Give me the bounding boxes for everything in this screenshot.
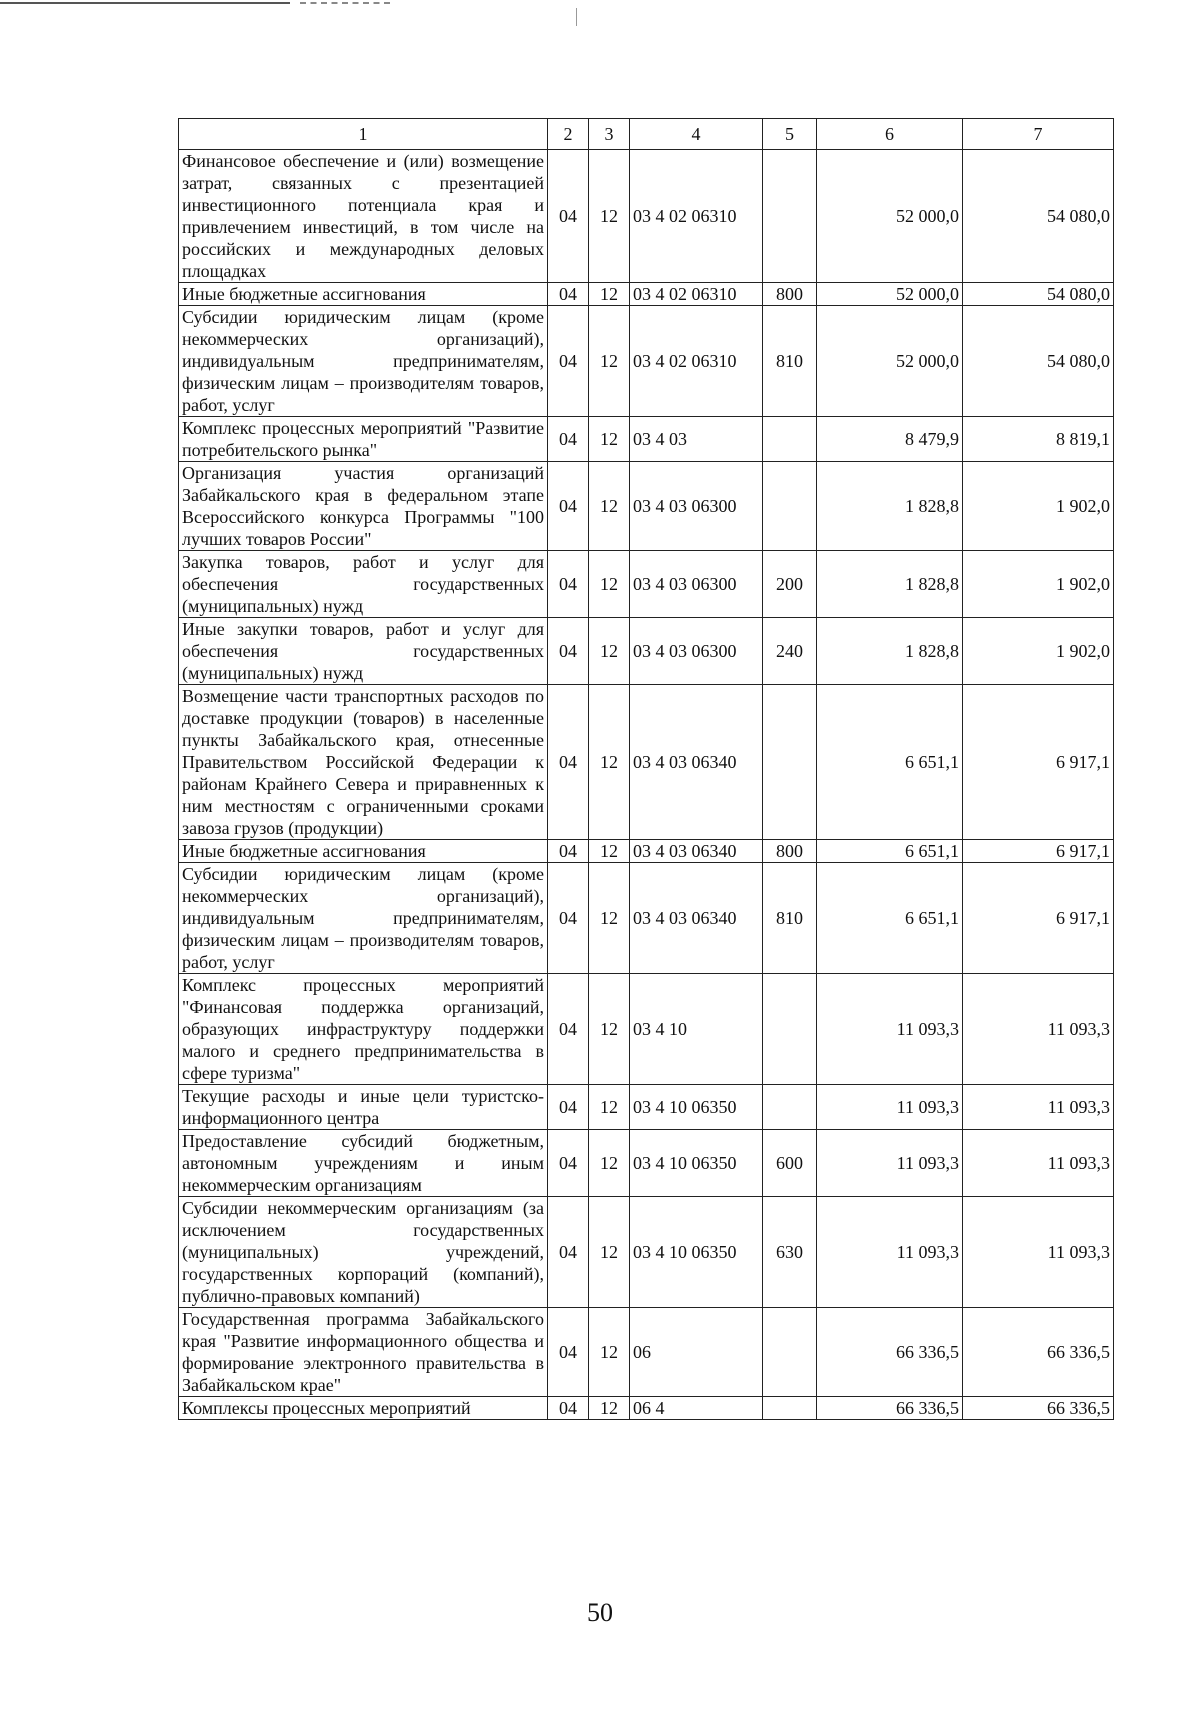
page-number: 50: [587, 1598, 613, 1627]
section-code: 04: [548, 1085, 589, 1130]
budget-table: [178, 118, 1114, 1420]
table-row: [179, 283, 1114, 306]
section-code: 04: [548, 1397, 589, 1420]
item-name: Иные бюджетные ассигнования: [179, 283, 548, 306]
amount-year-2: 6 917,1: [963, 840, 1114, 863]
amount-year-1: 8 479,9: [817, 417, 963, 462]
col-header-2: 2: [548, 119, 589, 150]
subsection-code: 12: [589, 840, 630, 863]
expense-type-code: 600: [763, 1130, 817, 1197]
subsection-code: 12: [589, 1085, 630, 1130]
table-row: [179, 1130, 1114, 1197]
col-header-1: 1: [179, 119, 548, 150]
scan-mark: [576, 8, 577, 26]
item-name: Иные закупки товаров, работ и услуг для обеспечения государственных (муниципальных) нужд: [179, 618, 548, 685]
scan-edge-line: [0, 2, 290, 4]
amount-year-1: 6 651,1: [817, 685, 963, 840]
col-header-6: 6: [817, 119, 963, 150]
subsection-code: 12: [589, 618, 630, 685]
target-article-code: 03 4 02 06310: [630, 306, 763, 417]
subsection-code: 12: [589, 863, 630, 974]
expense-type-code: [763, 1308, 817, 1397]
amount-year-2: 8 819,1: [963, 417, 1114, 462]
expense-type-code: 800: [763, 840, 817, 863]
amount-year-1: 1 828,8: [817, 462, 963, 551]
amount-year-2: 1 902,0: [963, 618, 1114, 685]
section-code: 04: [548, 283, 589, 306]
item-name: Организация участия организаций Забайкальского края в федеральном этапе Всероссийского конкурса Программы "100 лучших товаров России": [179, 462, 548, 551]
expense-type-code: 810: [763, 863, 817, 974]
scan-edge-dash: [300, 2, 390, 4]
target-article-code: 03 4 02 06310: [630, 283, 763, 306]
expense-type-code: [763, 417, 817, 462]
target-article-code: 03 4 03 06300: [630, 551, 763, 618]
section-code: 04: [548, 462, 589, 551]
amount-year-2: 1 902,0: [963, 462, 1114, 551]
amount-year-2: 11 093,3: [963, 1085, 1114, 1130]
section-code: 04: [548, 1197, 589, 1308]
section-code: 04: [548, 618, 589, 685]
subsection-code: 12: [589, 1308, 630, 1397]
subsection-code: 12: [589, 974, 630, 1085]
amount-year-2: 66 336,5: [963, 1308, 1114, 1397]
section-code: 04: [548, 306, 589, 417]
target-article-code: 03 4 02 06310: [630, 150, 763, 283]
expense-type-code: [763, 685, 817, 840]
target-article-code: 03 4 03 06340: [630, 685, 763, 840]
subsection-code: 12: [589, 417, 630, 462]
amount-year-2: 54 080,0: [963, 306, 1114, 417]
expense-type-code: 200: [763, 551, 817, 618]
expense-type-code: [763, 462, 817, 551]
item-name: Субсидии некоммерческим организациям (за исключением государственных (муниципальных) учреждений, государственных корпораций (компаний), публично-правовых компаний): [179, 1197, 548, 1308]
target-article-code: 06: [630, 1308, 763, 1397]
amount-year-2: 66 336,5: [963, 1397, 1114, 1420]
col-header-7: 7: [963, 119, 1114, 150]
expense-type-code: 630: [763, 1197, 817, 1308]
budget-table-container: [178, 118, 1113, 1420]
expense-type-code: 800: [763, 283, 817, 306]
amount-year-2: 11 093,3: [963, 1130, 1114, 1197]
item-name: Закупка товаров, работ и услуг для обеспечения государственных (муниципальных) нужд: [179, 551, 548, 618]
amount-year-2: 6 917,1: [963, 863, 1114, 974]
table-row: [179, 863, 1114, 974]
target-article-code: 03 4 03 06300: [630, 618, 763, 685]
subsection-code: 12: [589, 1397, 630, 1420]
table-row: [179, 1197, 1114, 1308]
item-name: Иные бюджетные ассигнования: [179, 840, 548, 863]
target-article-code: 03 4 10 06350: [630, 1085, 763, 1130]
item-name: Комплекс процессных мероприятий "Финансовая поддержка организаций, образующих инфраструктуру поддержки малого и среднего предпринимательства в сфере туризма": [179, 974, 548, 1085]
expense-type-code: [763, 1397, 817, 1420]
table-row: [179, 840, 1114, 863]
amount-year-1: 6 651,1: [817, 840, 963, 863]
col-header-3: 3: [589, 119, 630, 150]
amount-year-1: 6 651,1: [817, 863, 963, 974]
target-article-code: 03 4 10 06350: [630, 1130, 763, 1197]
expense-type-code: [763, 1085, 817, 1130]
amount-year-1: 11 093,3: [817, 1197, 963, 1308]
column-number-row: [179, 119, 1114, 150]
amount-year-1: 11 093,3: [817, 1085, 963, 1130]
subsection-code: 12: [589, 283, 630, 306]
target-article-code: 03 4 10: [630, 974, 763, 1085]
section-code: 04: [548, 417, 589, 462]
section-code: 04: [548, 551, 589, 618]
table-row: [179, 306, 1114, 417]
amount-year-1: 66 336,5: [817, 1397, 963, 1420]
amount-year-2: 11 093,3: [963, 1197, 1114, 1308]
table-row: [179, 1397, 1114, 1420]
section-code: 04: [548, 1130, 589, 1197]
amount-year-1: 66 336,5: [817, 1308, 963, 1397]
table-row: [179, 1085, 1114, 1130]
table-row: [179, 462, 1114, 551]
item-name: Государственная программа Забайкальского края "Развитие информационного общества и формирование электронного правительства в Забайкальском крае": [179, 1308, 548, 1397]
item-name: Предоставление субсидий бюджетным, автономным учреждениям и иным некоммерческим организациям: [179, 1130, 548, 1197]
amount-year-1: 52 000,0: [817, 306, 963, 417]
table-row: [179, 150, 1114, 283]
amount-year-2: 11 093,3: [963, 974, 1114, 1085]
item-name: Субсидии юридическим лицам (кроме некоммерческих организаций), индивидуальным предпринимателям, физическим лицам – производителям товаров, работ, услуг: [179, 863, 548, 974]
section-code: 04: [548, 840, 589, 863]
target-article-code: 03 4 03: [630, 417, 763, 462]
section-code: 04: [548, 863, 589, 974]
amount-year-1: 52 000,0: [817, 150, 963, 283]
item-name: Комплексы процессных мероприятий: [179, 1397, 548, 1420]
table-row: [179, 974, 1114, 1085]
amount-year-1: 11 093,3: [817, 974, 963, 1085]
amount-year-1: 1 828,8: [817, 618, 963, 685]
target-article-code: 03 4 03 06340: [630, 863, 763, 974]
section-code: 04: [548, 150, 589, 283]
subsection-code: 12: [589, 685, 630, 840]
section-code: 04: [548, 974, 589, 1085]
target-article-code: 03 4 03 06300: [630, 462, 763, 551]
amount-year-1: 52 000,0: [817, 283, 963, 306]
expense-type-code: 810: [763, 306, 817, 417]
subsection-code: 12: [589, 306, 630, 417]
subsection-code: 12: [589, 1197, 630, 1308]
target-article-code: 03 4 10 06350: [630, 1197, 763, 1308]
item-name: Комплекс процессных мероприятий "Развитие потребительского рынка": [179, 417, 548, 462]
amount-year-2: 1 902,0: [963, 551, 1114, 618]
section-code: 04: [548, 1308, 589, 1397]
item-name: Субсидии юридическим лицам (кроме некоммерческих организаций), индивидуальным предпринимателям, физическим лицам – производителям товаров, работ, услуг: [179, 306, 548, 417]
item-name: Возмещение части транспортных расходов по доставке продукции (товаров) в населенные пункты Забайкальского края, отнесенные Правительством Российской Федерации к районам Крайнего Севера и приравненных к ним местностям с ограниченными сроками завоза грузов (продукции): [179, 685, 548, 840]
subsection-code: 12: [589, 150, 630, 283]
amount-year-2: 6 917,1: [963, 685, 1114, 840]
table-row: [179, 618, 1114, 685]
col-header-5: 5: [763, 119, 817, 150]
expense-type-code: 240: [763, 618, 817, 685]
subsection-code: 12: [589, 551, 630, 618]
target-article-code: 03 4 03 06340: [630, 840, 763, 863]
section-code: 04: [548, 685, 589, 840]
item-name: Текущие расходы и иные цели туристско-информационного центра: [179, 1085, 548, 1130]
table-row: [179, 551, 1114, 618]
subsection-code: 12: [589, 462, 630, 551]
target-article-code: 06 4: [630, 1397, 763, 1420]
expense-type-code: [763, 974, 817, 1085]
amount-year-2: 54 080,0: [963, 150, 1114, 283]
item-name: Финансовое обеспечение и (или) возмещение затрат, связанных с презентацией инвестиционного потенциала края и привлечением инвестиций, в том числе на российских и международных деловых площадках: [179, 150, 548, 283]
amount-year-2: 54 080,0: [963, 283, 1114, 306]
subsection-code: 12: [589, 1130, 630, 1197]
amount-year-1: 1 828,8: [817, 551, 963, 618]
col-header-4: 4: [630, 119, 763, 150]
table-row: [179, 685, 1114, 840]
expense-type-code: [763, 150, 817, 283]
amount-year-1: 11 093,3: [817, 1130, 963, 1197]
table-row: [179, 1308, 1114, 1397]
table-row: [179, 417, 1114, 462]
